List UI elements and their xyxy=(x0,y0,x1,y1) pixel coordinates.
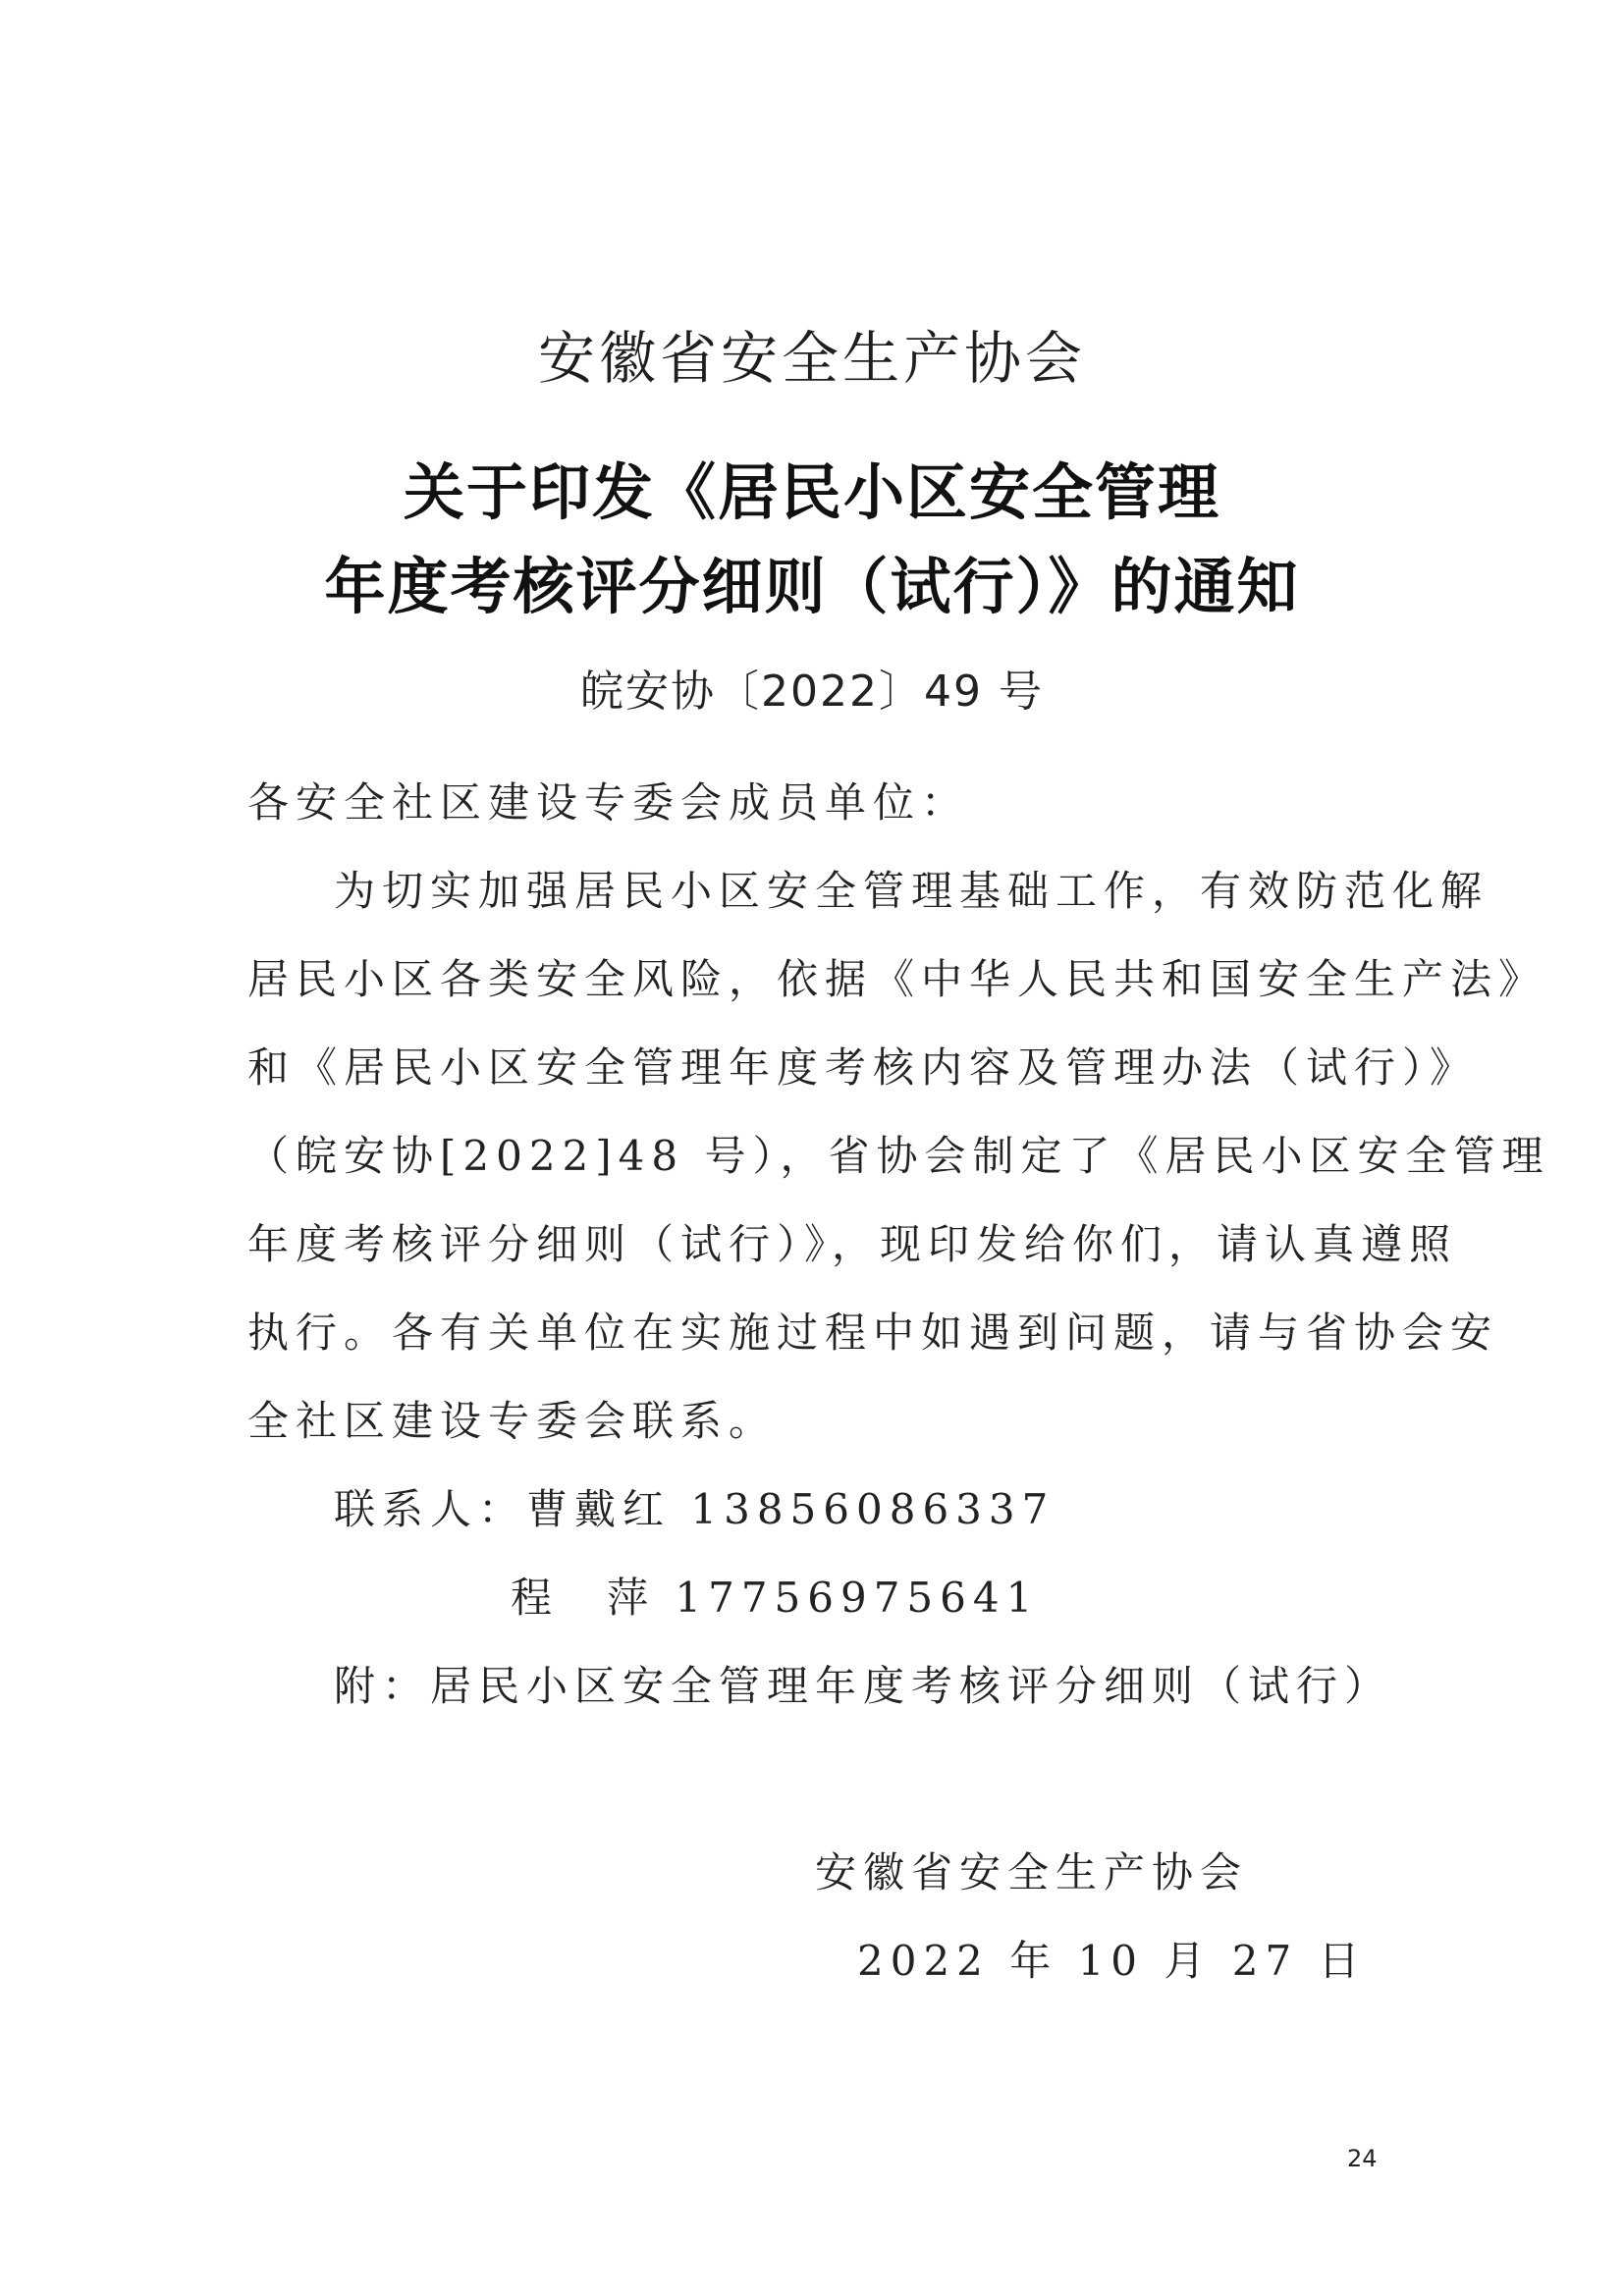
body-line-2: 居民小区各类安全风险，依据《中华人民共和国安全生产法》 xyxy=(247,955,1547,1003)
signature-date: 2022 年 10 月 27 日 xyxy=(857,1937,1367,1985)
signature-organization: 安徽省安全生产协会 xyxy=(815,1848,1249,1896)
notice-title-line-2: 年度考核评分细则（试行）》的通知 xyxy=(324,551,1300,622)
issuing-organization-title: 安徽省安全生产协会 xyxy=(537,325,1086,392)
body-line-1: 为切实加强居民小区安全管理基础工作，有效防范化解 xyxy=(334,867,1489,915)
contact-phone: 17756975641 xyxy=(675,1574,1040,1622)
attachment-note: 附：居民小区安全管理年度考核评分细则（试行） xyxy=(334,1662,1393,1710)
body-line-4: （皖安协[2022]48 号），省协会制定了《居民小区安全管理 xyxy=(247,1132,1550,1180)
contact-name: 曹戴红 xyxy=(526,1485,672,1533)
contact-label: 联系人： xyxy=(334,1485,527,1533)
contact-phone: 13856086337 xyxy=(690,1485,1056,1533)
document-number: 皖安协〔2022〕49 号 xyxy=(580,667,1044,717)
contact-name: 程 萍 xyxy=(511,1574,656,1622)
notice-title-line-1: 关于印发《居民小区安全管理 xyxy=(403,456,1220,528)
page-number: 24 xyxy=(1347,2145,1378,2172)
body-line-5: 年度考核评分细则（试行）》，现印发给你们，请认真遵照 xyxy=(247,1220,1458,1268)
body-line-7: 全社区建设专委会联系。 xyxy=(247,1397,778,1445)
contact-row-2 xyxy=(511,1566,1039,1625)
addressee: 各安全社区建设专委会成员单位： xyxy=(247,778,970,827)
contact-row-1 xyxy=(334,1477,1055,1536)
body-line-6: 执行。各有关单位在实施过程中如遇到问题，请与省协会安 xyxy=(247,1308,1499,1357)
body-line-3: 和《居民小区安全管理年度考核内容及管理办法（试行）》 xyxy=(247,1043,1479,1092)
